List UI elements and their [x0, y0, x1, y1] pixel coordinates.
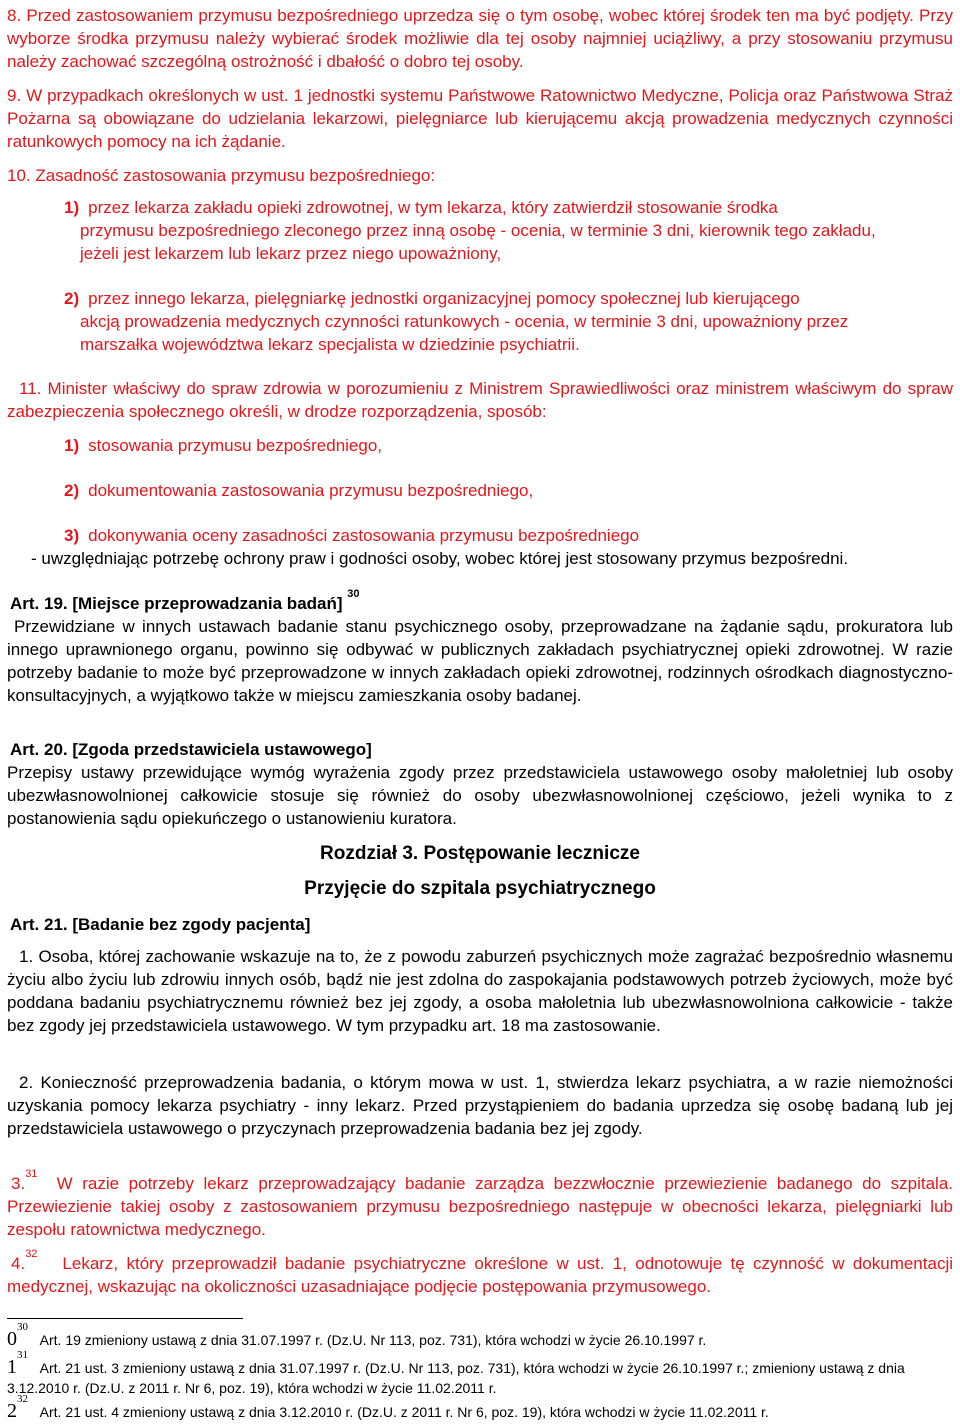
item-text: przez lekarza zakładu opieki zdrowotnej, w tym lekarza, który zatwierdził stosowanie środka [88, 198, 778, 217]
art-20-text: Przepisy ustawy przewidujące wymóg wyrażenia zgody przez przedstawiciela ustawowego osoby małoletniej lub osoby ubezwłasnowolnionej całkowicie stosuje się również do osoby ubezwłasnowolnionej częściowo, jeżeli wynika to z postanowienia sądu opiekuńczego o ustanowieniu kuratora. [7, 763, 953, 828]
footnote-text: Art. 19 zmieniony ustawą z dnia 31.07.1997 r. (Dz.U. Nr 113, poz. 731), która wchodzi w życie 26.10.1997 r. [39, 1332, 707, 1348]
paragraph-8: 8. Przed zastosowaniem przymusu bezpośredniego uprzedza się o tym osobę, wobec której środek ten ma być podjęty. Przy wyborze środka przymusu należy wybierać środek możliwie dla tej osoby najmniej uciążliwy, a przy stosowaniu przymusu należy zachować szczególną ostrożność i dbałość o dobro tej osoby. [7, 6, 953, 71]
art-19-text: Przewidziane w innych ustawach badanie stanu psychicznego osoby, przeprowadzane na żądanie sądu, prokuratora lub innego uprawnionego organu, powinno się odbywać w publicznych zakładach psychiatrycznej opieki zdrowotnej. W razie potrzeby badanie to może być przeprowadzone w innych zakładach opieki zdrowotnej, rodzinnych ośrodkach diagnostyczno-konsultacyjnych, a wyjątkowo także w miejscu zamieszkania osoby badanej. [7, 617, 953, 705]
paragraph-10-item-1 [64, 196, 924, 219]
art-21-paragraph-2: 2. Konieczność przeprowadzenia badania, o którym mowa w ust. 1, stwierdza lekarz psychiatra, a w razie niemożności uzyskania pomocy lekarza psychiatry - inny lekarz. Przed przystąpieniem do badania uprzedza się osobę badaną lub jej przedstawiciela ustawowego o przyczynach przeprowadzenia badania bez jej zgody. [7, 1073, 953, 1138]
footnote-30 [7, 1321, 953, 1350]
paragraph-10-item-1-cont: przymusu bezpośredniego zleconego przez inną osobę - ocenia, w terminie 3 dni, kierownik tego zakładu, jeżeli jest lekarzem lub lekarz przez niego upoważniony, [80, 221, 876, 263]
art-21-paragraph-1: 1. Osoba, której zachowanie wskazuje na to, że z powodu zaburzeń psychicznych może zagrażać bezpośrednio własnemu życiu albo życiu lub zdrowiu innych osób, bądź nie jest zdolna do zaspokajania podstawowych potrzeb życiowych, może być poddana badaniu psychiatrycznemu również bez jej zgody, a osoba małoletnia lub ubezwłasnowolniona całkowicie - także bez zgody jej przedstawiciela ustawowego. W tym przypadku art. 18 ma zastosowanie. [7, 947, 953, 1035]
item-number: 3) [64, 526, 80, 545]
item-number: 1) [64, 436, 80, 455]
footnote-32 [7, 1393, 953, 1422]
item-number: 2) [64, 289, 80, 308]
footnote-31 [7, 1349, 953, 1398]
paragraph-10-item-2 [64, 287, 924, 310]
footnote-separator [7, 1318, 243, 1319]
footnote-text: Art. 21 ust. 3 zmieniony ustawą z dnia 31.07.1997 r. (Dz.U. Nr 113, poz. 731), która wchodzi w życie 26.10.1997 r.; zmieniony ustawą z dnia 3.12.2010 r. (Dz.U. z 2011 r. Nr 6, poz. 19), która wchodzi w życie 11.02.2011 r. [7, 1360, 905, 1396]
item-number: 1) [64, 198, 80, 217]
paragraph-9: 9. W przypadkach określonych w ust. 1 jednostki systemu Państwowe Ratownictwo Medyczne, Policja oraz Państwowa Straż Pożarna są obowiązane do udzielania lekarzowi, pielęgniarce lub kierującemu akcją prowadzenia medycznych czynności ratunkowych pomocy na ich żądanie. [7, 86, 953, 151]
footnote-text: Art. 21 ust. 4 zmieniony ustawą z dnia 3.12.2010 r. (Dz.U. z 2011 r. Nr 6, poz. 19), która wchodzi w życie 11.02.2011 r. [39, 1404, 769, 1420]
paragraph-number: 3. [11, 1174, 26, 1193]
footnote-marker: $1^{31}$ [7, 1349, 28, 1378]
art-20-heading: Art. 20. [Zgoda przedstawiciela ustawowego] [10, 740, 372, 759]
chapter-subtitle: Przyjęcie do szpitala psychiatrycznego [304, 878, 656, 899]
art-21-heading: Art. 21. [Badanie bez zgody pacjenta] [10, 915, 311, 934]
article-heading: Art. 19. [Miejsce przeprowadzania badań] [10, 594, 343, 613]
item-number: 2) [64, 481, 80, 500]
item-text: stosowania przymusu bezpośredniego, [88, 436, 383, 455]
paragraph-11-item-3 [64, 524, 924, 547]
paragraph-11-item-2 [64, 479, 924, 502]
chapter-title: Rozdział 3. Postępowanie lecznicze [320, 843, 640, 864]
paragraph-10-intro: 10. Zasadność zastosowania przymusu bezpośredniego: [7, 166, 436, 185]
art-21-paragraph-4 [7, 1248, 953, 1298]
item-text: dokumentowania zastosowania przymusu bezpośredniego, [88, 481, 534, 500]
paragraph-number: 4. [11, 1254, 26, 1273]
item-text: dokonywania oceny zasadności zastosowania przymusu bezpośredniego [88, 526, 640, 545]
paragraph-11-item-1 [64, 434, 924, 457]
footnote-marker: $2^{32}$ [7, 1393, 28, 1422]
paragraph-text: W razie potrzeby lekarz przeprowadzający badanie zarządza bezzwłocznie przewiezienie badanego do szpitala. Przewiezienie takiej osoby z zastosowaniem przymusu bezpośredniego następuje w obecności lekarza, pielęgniarki lub zespołu ratownictwa medycznego. [7, 1174, 953, 1239]
paragraph-11-closing: - uwzględniając potrzebę ochrony praw i godności osoby, wobec której jest stosowany przymus bezpośredni. [31, 549, 849, 568]
footnote-ref: 30 [347, 588, 360, 600]
art-19-heading [10, 588, 956, 615]
item-text: przez innego lekarza, pielęgniarkę jednostki organizacyjnej pomocy społecznej lub kierującego [88, 289, 800, 308]
footnote-ref: 31 [25, 1168, 38, 1180]
paragraph-10-item-2-cont: akcją prowadzenia medycznych czynności ratunkowych - ocenia, w terminie 3 dni, upoważniony przez marszałka województwa lekarz specjalista w dziedzinie psychiatrii. [80, 312, 849, 354]
paragraph-text: Lekarz, który przeprowadził badanie psychiatryczne określone w ust. 1, odnotowuje tę czynność w dokumentacji medycznej, wskazując na okoliczności uzasadniające podjęcie postępowania przymusowego. [7, 1254, 953, 1296]
paragraph-11-intro: 11. Minister właściwy do spraw zdrowia w porozumieniu z Ministrem Sprawiedliwości oraz ministrem właściwym do spraw zabezpieczenia społecznego określi, w drodze rozporządzenia, sposób: [7, 379, 953, 421]
footnote-marker: $0^{30}$ [7, 1321, 28, 1350]
art-21-paragraph-3 [7, 1168, 953, 1241]
footnote-ref: 32 [25, 1248, 38, 1260]
